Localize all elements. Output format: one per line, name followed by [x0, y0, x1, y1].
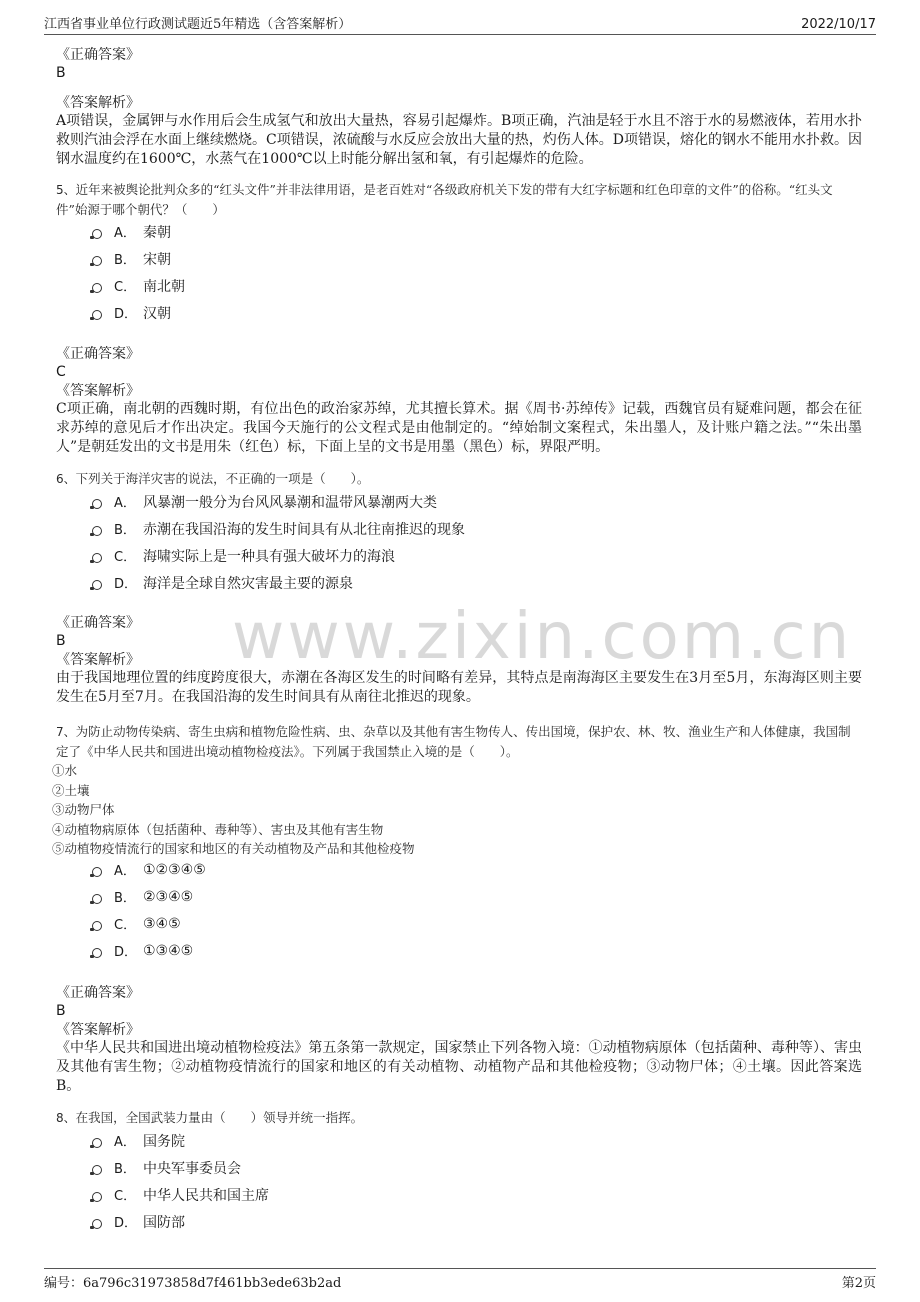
radio-icon[interactable]	[92, 867, 102, 877]
option-text: 中华人民共和国主席	[143, 1187, 269, 1204]
option-a[interactable]	[92, 488, 465, 515]
answer-block-q4	[56, 46, 862, 83]
option-letter: C．	[114, 550, 137, 565]
page-footer	[44, 1268, 876, 1294]
option-b[interactable]	[92, 515, 465, 542]
answer-block-q5	[56, 345, 862, 457]
list-item: ①水	[52, 763, 78, 778]
list-item: ③动物尸体	[52, 802, 115, 818]
radio-icon[interactable]	[92, 1219, 102, 1229]
question-number: 7、	[56, 725, 76, 739]
option-letter: C．	[114, 918, 137, 933]
options-q7	[92, 856, 206, 964]
option-letter: B．	[114, 253, 136, 268]
option-text: 赤潮在我国沿海的发生时间具有从北往南推迟的现象	[143, 521, 465, 538]
page-number: 第2页	[841, 1276, 876, 1291]
option-a[interactable]	[92, 856, 206, 883]
option-letter: C．	[114, 280, 137, 295]
radio-icon[interactable]	[92, 256, 102, 266]
explanation-heading: 《答案解析》	[56, 652, 140, 668]
option-letter: B．	[114, 523, 136, 538]
options-q6	[92, 488, 465, 596]
question-number: 5、	[56, 183, 76, 197]
option-text: ③④⑤	[143, 915, 181, 932]
option-a[interactable]	[92, 218, 185, 245]
option-letter: C．	[114, 1189, 137, 1204]
list-item: ⑤动植物疫情流行的国家和地区的有关动植物及产品和其他检疫物	[52, 841, 415, 857]
option-text: 秦朝	[143, 224, 171, 241]
answer-block-q6	[56, 614, 862, 707]
option-letter: A．	[114, 496, 136, 511]
radio-icon[interactable]	[92, 553, 102, 563]
answer-value: B	[56, 65, 66, 81]
answer-heading: 《正确答案》	[56, 346, 140, 362]
watermark: www.zixin.com.cn	[232, 600, 853, 674]
radio-icon[interactable]	[92, 499, 102, 509]
radio-icon[interactable]	[92, 229, 102, 239]
option-a[interactable]	[92, 1127, 269, 1154]
option-d[interactable]	[92, 1208, 269, 1235]
option-b[interactable]	[92, 1154, 269, 1181]
option-d[interactable]	[92, 299, 185, 326]
option-text: ①②③④⑤	[143, 861, 206, 878]
option-c[interactable]	[92, 1181, 269, 1208]
question-number: 6、	[56, 472, 76, 486]
explanation-heading: 《答案解析》	[56, 95, 140, 111]
radio-icon[interactable]	[92, 526, 102, 536]
option-text: 海啸实际上是一种具有强大破坏力的海浪	[143, 548, 395, 565]
option-letter: D．	[114, 945, 138, 960]
option-letter: A．	[114, 226, 136, 241]
options-q8	[92, 1127, 269, 1235]
option-text: ①③④⑤	[143, 942, 194, 959]
radio-icon[interactable]	[92, 948, 102, 958]
option-letter: A．	[114, 864, 136, 879]
option-c[interactable]	[92, 542, 465, 569]
radio-icon[interactable]	[92, 1165, 102, 1175]
explanation-text: 由于我国地理位置的纬度跨度很大，赤潮在各海区发生的时间略有差异，其特点是南海海区主要发生在3月至5月，东海海区则主要发生在5月至7月。在我国沿海的发生时间具有从南往北推迟的现象。	[56, 670, 862, 705]
question-7-items	[52, 761, 858, 859]
answer-block-q7	[56, 984, 862, 1096]
page-header	[44, 10, 876, 35]
option-letter: D．	[114, 1216, 138, 1231]
option-d[interactable]	[92, 569, 465, 596]
option-letter: D．	[114, 307, 138, 322]
option-c[interactable]	[92, 272, 185, 299]
question-5	[56, 180, 862, 220]
option-c[interactable]	[92, 910, 206, 937]
explanation-heading: 《答案解析》	[56, 1022, 140, 1038]
radio-icon[interactable]	[92, 1138, 102, 1148]
option-text: 国防部	[143, 1214, 185, 1231]
explanation-block-q4	[56, 94, 862, 169]
answer-heading: 《正确答案》	[56, 47, 140, 63]
question-number: 8、	[56, 1111, 76, 1125]
answer-value: B	[56, 633, 66, 649]
answer-heading: 《正确答案》	[56, 985, 140, 1001]
answer-value: C	[56, 364, 66, 380]
option-letter: D．	[114, 577, 138, 592]
explanation-heading: 《答案解析》	[56, 383, 140, 399]
document-date: 2022/10/17	[801, 17, 876, 32]
radio-icon[interactable]	[92, 283, 102, 293]
list-item: ②土壤	[52, 782, 90, 798]
explanation-text: C项正确，南北朝的西魏时期，有位出色的政治家苏绰，尤其擅长算术。据《周书·苏绰传》记载，西魏官员有疑难问题，都会在征求苏绰的意见后才作出决定。我国今天施行的公文程式是由他制定的。“绰始制文案程式，朱出墨人，及计账户籍之法。”“朱出墨人”是朝廷发出的文书是用朱（红色）标，下面上呈的文书是用墨（黑色）标，界限严明。	[56, 401, 862, 455]
list-item: ④动植物病原体（包括菌种、毒种等）、害虫及其他有害生物	[52, 821, 384, 837]
option-text: 风暴潮一般分为台风风暴潮和温带风暴潮两大类	[143, 494, 437, 511]
option-letter: B．	[114, 891, 136, 906]
radio-icon[interactable]	[92, 1192, 102, 1202]
option-text: 国务院	[143, 1133, 185, 1150]
option-text: 南北朝	[143, 278, 185, 295]
option-text: 宋朝	[143, 251, 171, 268]
document-title: 江西省事业单位行政测试题近5年精选（含答案解析）	[44, 17, 352, 32]
radio-icon[interactable]	[92, 580, 102, 590]
document-id: 编号：6a796c31973858d7f461bb3ede63b2ad	[44, 1276, 342, 1291]
question-7	[56, 722, 862, 762]
radio-icon[interactable]	[92, 310, 102, 320]
option-b[interactable]	[92, 883, 206, 910]
answer-heading: 《正确答案》	[56, 615, 140, 631]
question-text: 为防止动物传染病、寄生虫病和植物危险性病、虫、杂草以及其他有害生物传人、传出国境，保护农、林、牧、渔业生产和人体健康，我国制定了《中华人民共和国进出境动植物检疫法》。下列属于我国禁止入境的是（ ）。	[56, 724, 851, 759]
option-text: 中央军事委员会	[143, 1160, 241, 1177]
question-8	[56, 1108, 862, 1128]
option-letter: B．	[114, 1162, 136, 1177]
question-text: 近年来被舆论批判众多的“红头文件”并非法律用语，是老百姓对“各级政府机关下发的带有大红字标题和红色印章的文件”的俗称。“红头文件”始源于哪个朝代？（ ）	[56, 182, 833, 217]
option-b[interactable]	[92, 245, 185, 272]
option-text: 汉朝	[143, 305, 171, 322]
answer-value: B	[56, 1003, 66, 1019]
radio-icon[interactable]	[92, 921, 102, 931]
option-text: 海洋是全球自然灾害最主要的源泉	[143, 575, 353, 592]
question-text: 在我国，全国武装力量由（ ）领导并统一指挥。	[75, 1110, 364, 1125]
options-q5	[92, 218, 185, 326]
question-6	[56, 469, 862, 489]
option-d[interactable]	[92, 937, 206, 964]
explanation-text: 《中华人民共和国进出境动植物检疫法》第五条第一款规定，国家禁止下列各物入境：①动植物病原体（包括菌种、毒种等）、害虫及其他有害生物；②动植物疫情流行的国家和地区的有关动植物、动植物产品和其他检疫物；③动物尸体；④土壤。因此答案选B。	[56, 1040, 862, 1094]
radio-icon[interactable]	[92, 894, 102, 904]
question-text: 下列关于海洋灾害的说法，不正确的一项是（ ）。	[75, 471, 370, 486]
explanation-text: A项错误，金属钾与水作用后会生成氢气和放出大量热，容易引起爆炸。B项正确，汽油是轻于水且不溶于水的易燃液体，若用水扑救则汽油会浮在水面上继续燃烧。C项错误，浓硫酸与水反应会放出大量的热，灼伤人体。D项错误，熔化的钢水不能用水扑救。因钢水温度约在1600℃，水蒸气在1000℃以上时能分解出氢和氧，有引起爆炸的危险。	[56, 113, 862, 167]
option-text: ②③④⑤	[143, 888, 194, 905]
option-letter: A．	[114, 1135, 136, 1150]
